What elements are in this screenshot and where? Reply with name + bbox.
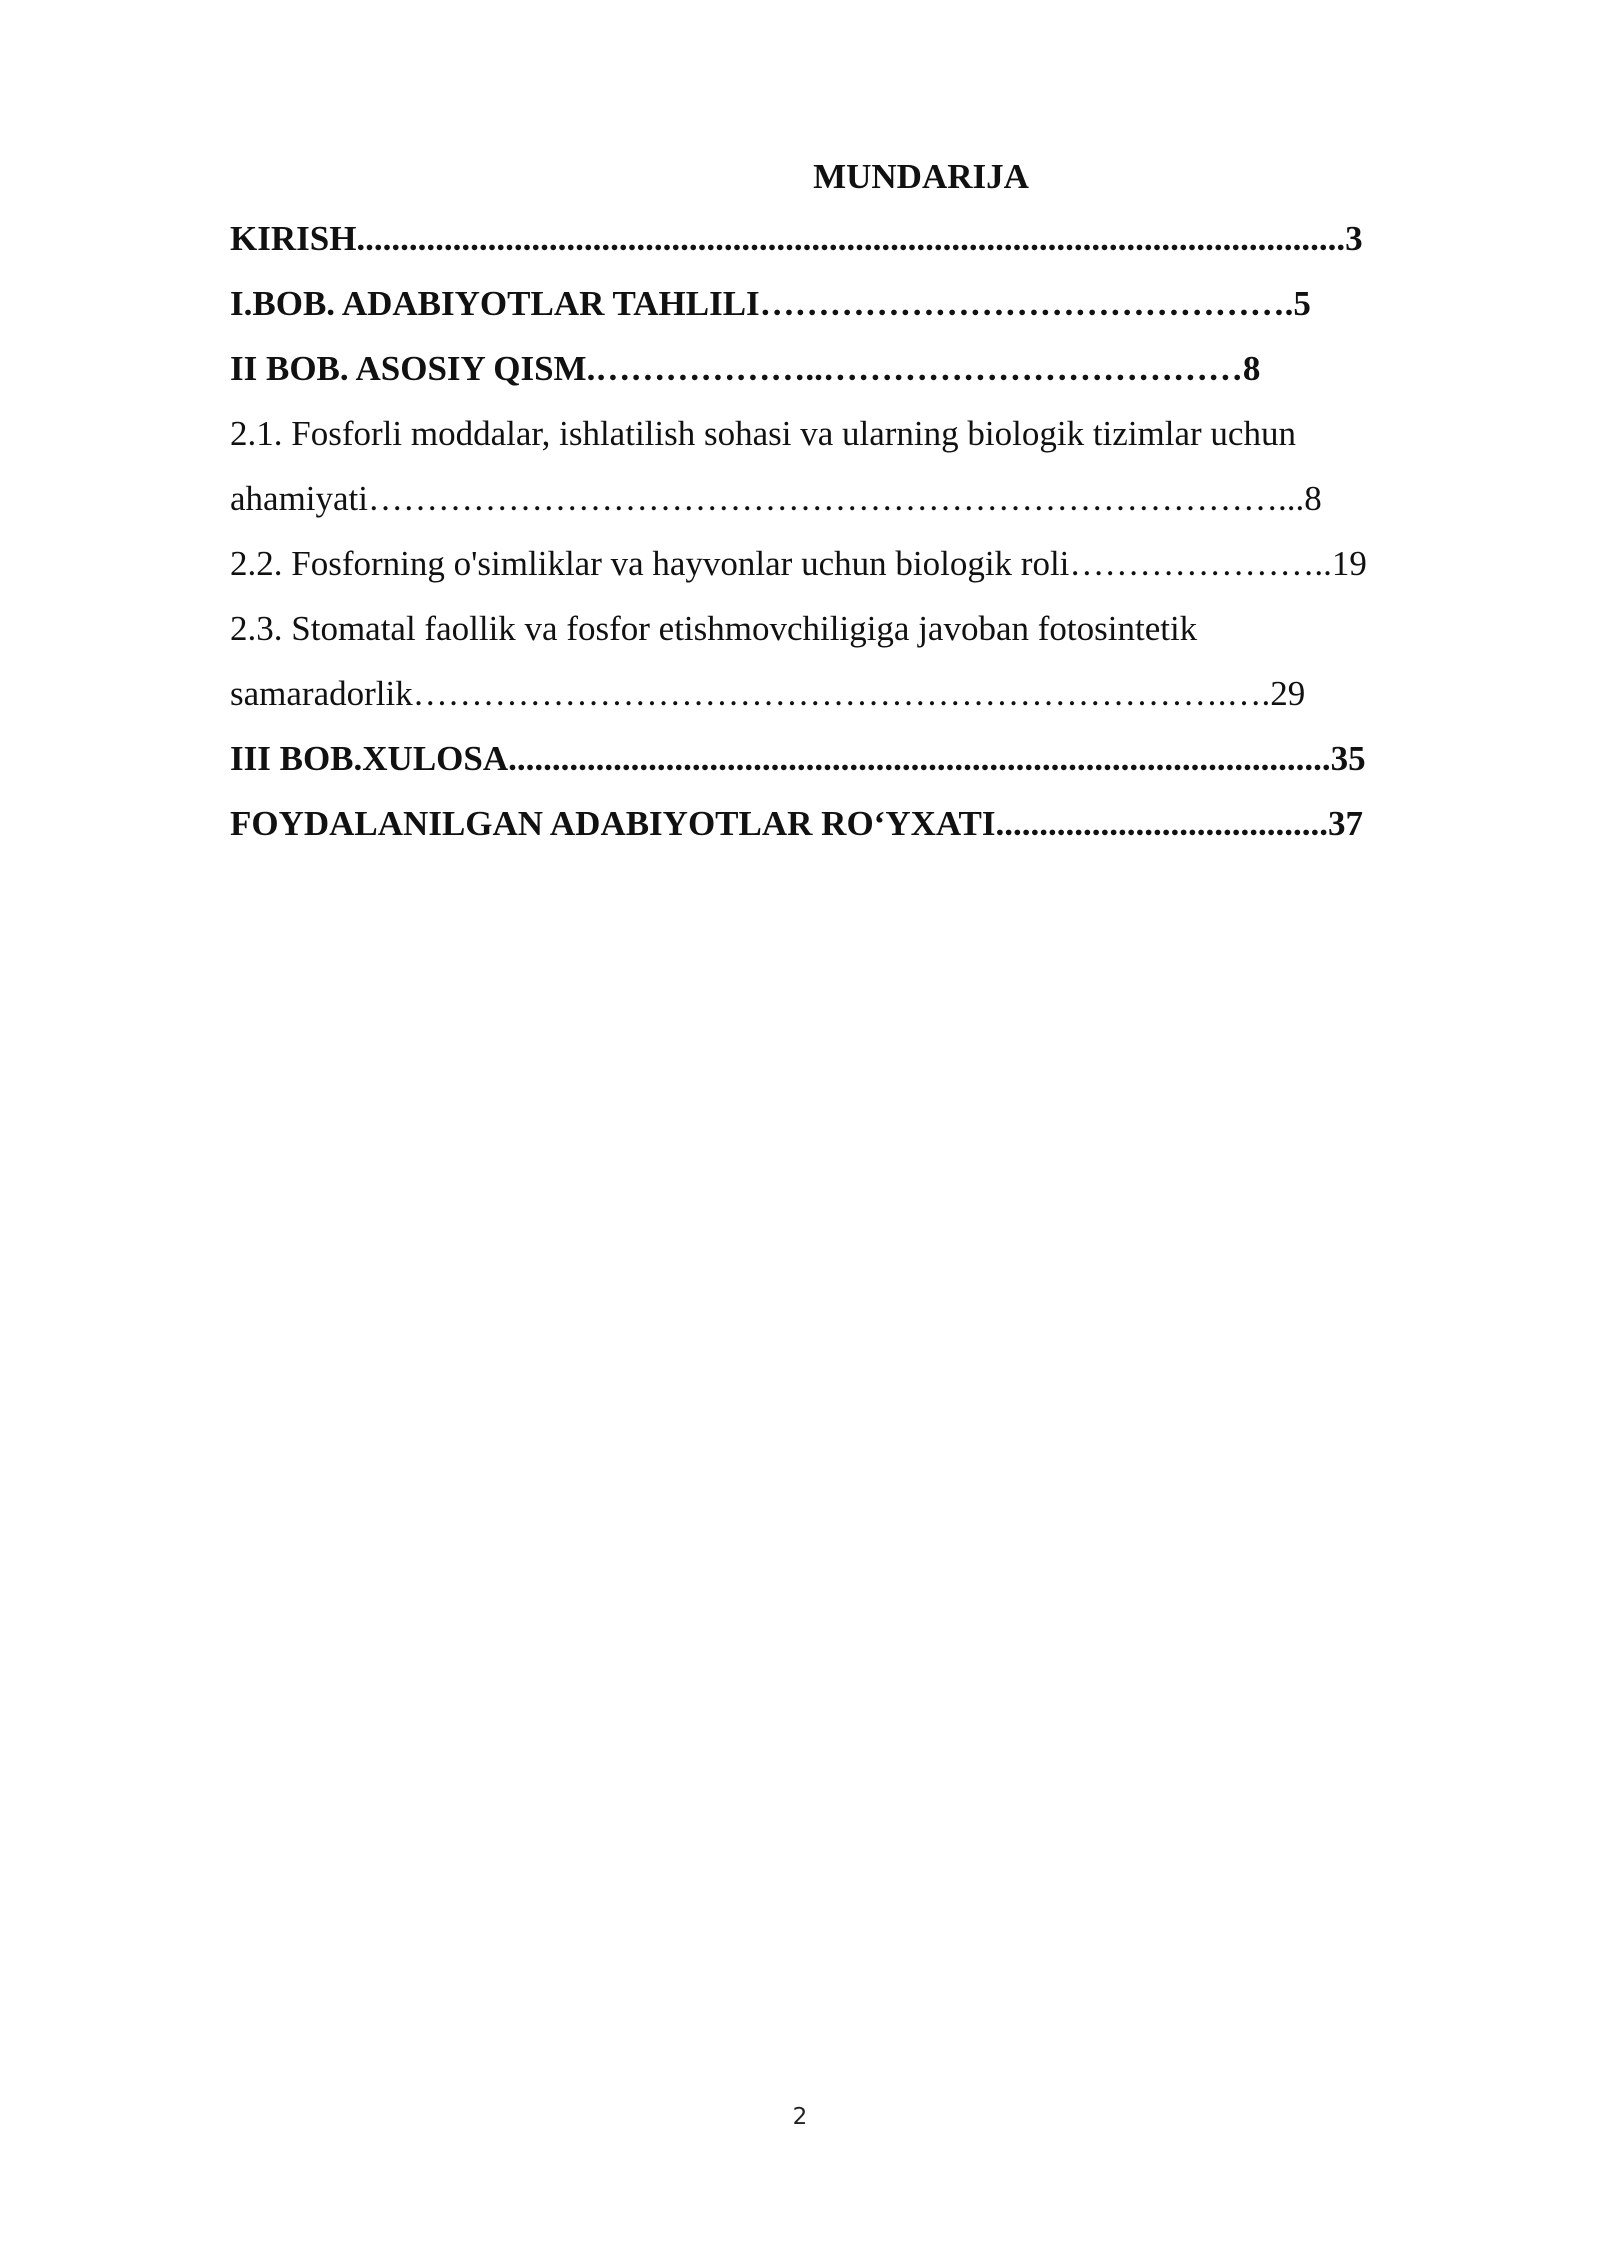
toc-entry-kirish: KIRISH.................................................................................................................3 [230, 219, 1363, 258]
toc-title: MUNDARIJA [813, 157, 1029, 196]
toc-entry-references: FOYDALANILGAN ADABIYOTLAR RO‘YXATI......................................37 [230, 804, 1364, 843]
toc-entry-chapter-2: II BOB. ASOSIY QISM.………………..………………………………8 [230, 349, 1261, 388]
toc-entry-chapter-3: III BOB.XULOSA..............................................................................................35 [230, 739, 1366, 778]
toc-entry-section-2-1-line-2: ahamiyati……………………………………………………………………...8 [230, 479, 1322, 518]
page-number: 2 [792, 2104, 808, 2130]
toc-entry-section-2-3-line-2: samaradorlik…………………………………………………………….….29 [230, 674, 1306, 713]
toc-entry-section-2-3-line-1: 2.3. Stomatal faollik va fosfor etishmovchiligiga javoban fotosintetik [230, 609, 1198, 648]
toc-entry-section-2-1-line-1: 2.1. Fosforli moddalar, ishlatilish sohasi va ularning biologik tizimlar uchun [230, 414, 1296, 453]
toc-entry-chapter-1: I.BOB. ADABIYOTLAR TAHLILI……………………………………….5 [230, 284, 1311, 323]
toc-entry-section-2-2: 2.2. Fosforning o'simliklar va hayvonlar uchun biologik roli…………………..19 [230, 544, 1367, 583]
table-of-contents [230, 148, 1462, 856]
